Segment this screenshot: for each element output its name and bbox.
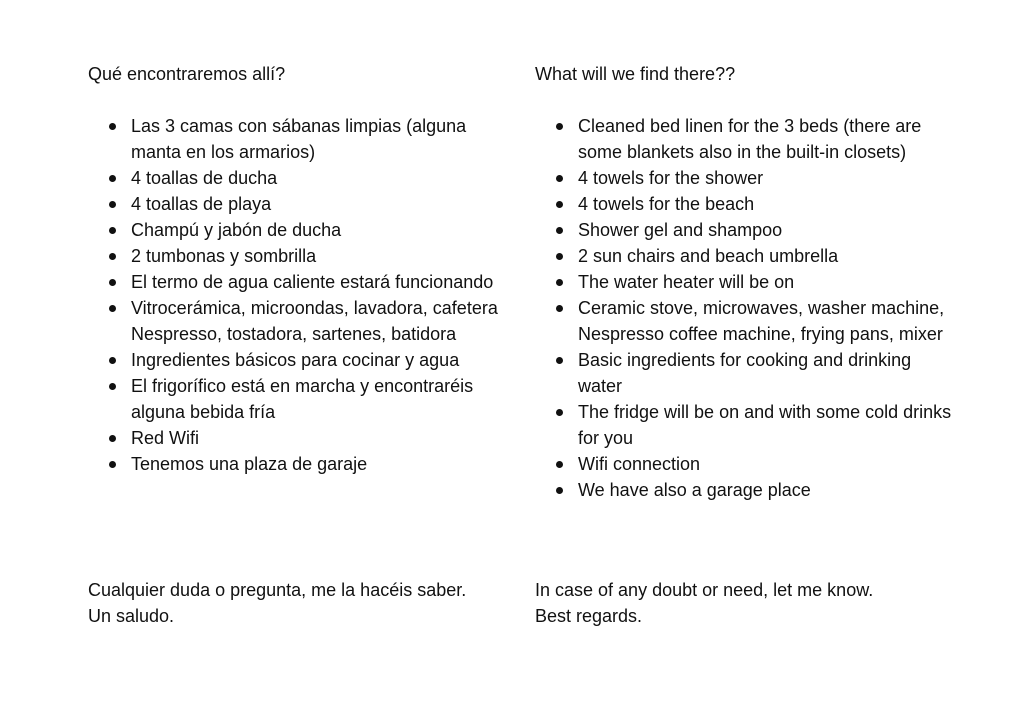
list-item [88,113,508,165]
bullet-icon [556,253,563,260]
list-item [535,113,955,165]
list-item [535,217,955,243]
list-item-text: Shower gel and shampoo [578,220,783,240]
bullet-icon [109,227,116,234]
bullet-icon [556,461,563,468]
list-item-text: El frigorífico está en marcha y encontraréis alguna bebida fría [131,376,474,422]
list-item [535,399,955,451]
bullet-icon [109,357,116,364]
list-item-text: Ceramic stove, microwaves, washer machine, Nespresso coffee machine, frying pans, mixer [578,298,945,344]
bullet-icon [109,461,116,468]
list-item [535,269,955,295]
english-closing-line-1: In case of any doubt or need, let me know. [535,580,874,600]
bullet-icon [109,279,116,286]
bullet-icon [556,201,563,208]
list-item-text: Tenemos una plaza de garaje [131,454,368,474]
list-item [88,425,508,451]
list-item-text: The water heater will be on [578,272,795,292]
list-item-text: 2 sun chairs and beach umbrella [578,246,839,266]
list-item-text: 4 toallas de playa [131,194,272,214]
list-item-text: Ingredientes básicos para cocinar y agua [131,350,460,370]
list-item [88,191,508,217]
list-item [88,217,508,243]
bullet-icon [556,409,563,416]
bullet-icon [556,123,563,130]
bullet-icon [109,305,116,312]
list-item-text: We have also a garage place [578,480,811,500]
english-item-list [535,113,955,503]
list-item-text: 4 towels for the shower [578,168,764,188]
spanish-closing [88,577,508,629]
bullet-icon [109,253,116,260]
list-item [535,347,955,399]
spanish-column [88,61,508,477]
bullet-icon [556,487,563,494]
bullet-icon [109,435,116,442]
list-item-text: Champú y jabón de ducha [131,220,342,240]
bullet-icon [109,383,116,390]
spanish-closing-line-1: Cualquier duda o pregunta, me la hacéis saber. [88,580,467,600]
spanish-heading: Qué encontraremos allí? [88,64,286,84]
spanish-item-list [88,113,508,477]
english-closing [535,577,955,629]
bullet-icon [556,357,563,364]
bullet-icon [556,305,563,312]
english-closing-line-2: Best regards. [535,606,643,626]
list-item [88,373,508,425]
bullet-icon [109,201,116,208]
list-item [88,269,508,295]
list-item [535,243,955,269]
list-item [88,165,508,191]
list-item-text: The fridge will be on and with some cold drinks for you [578,402,952,448]
english-column [535,61,955,503]
list-item-text: Red Wifi [131,428,200,448]
bullet-icon [556,227,563,234]
list-item [535,165,955,191]
list-item-text: Cleaned bed linen for the 3 beds (there are some blankets also in the built-in closets) [578,116,922,162]
list-item [88,451,508,477]
spanish-closing-line-2: Un saludo. [88,606,175,626]
list-item-text: 2 tumbonas y sombrilla [131,246,317,266]
list-item-text: Basic ingredients for cooking and drinking water [578,350,912,396]
list-item-text: 4 toallas de ducha [131,168,278,188]
english-heading: What will we find there?? [535,64,736,84]
list-item [88,243,508,269]
list-item-text: El termo de agua caliente estará funcionando [131,272,494,292]
list-item-text: 4 towels for the beach [578,194,755,214]
list-item [535,295,955,347]
list-item [535,477,955,503]
list-item [535,191,955,217]
list-item [535,451,955,477]
list-item [88,295,508,347]
list-item-text: Wifi connection [578,454,701,474]
list-item-text: Vitrocerámica, microondas, lavadora, cafetera Nespresso, tostadora, sartenes, batidora [131,298,498,344]
list-item-text: Las 3 camas con sábanas limpias (alguna manta en los armarios) [131,116,467,162]
bullet-icon [109,123,116,130]
bullet-icon [556,175,563,182]
list-item [88,347,508,373]
bullet-icon [556,279,563,286]
bullet-icon [109,175,116,182]
